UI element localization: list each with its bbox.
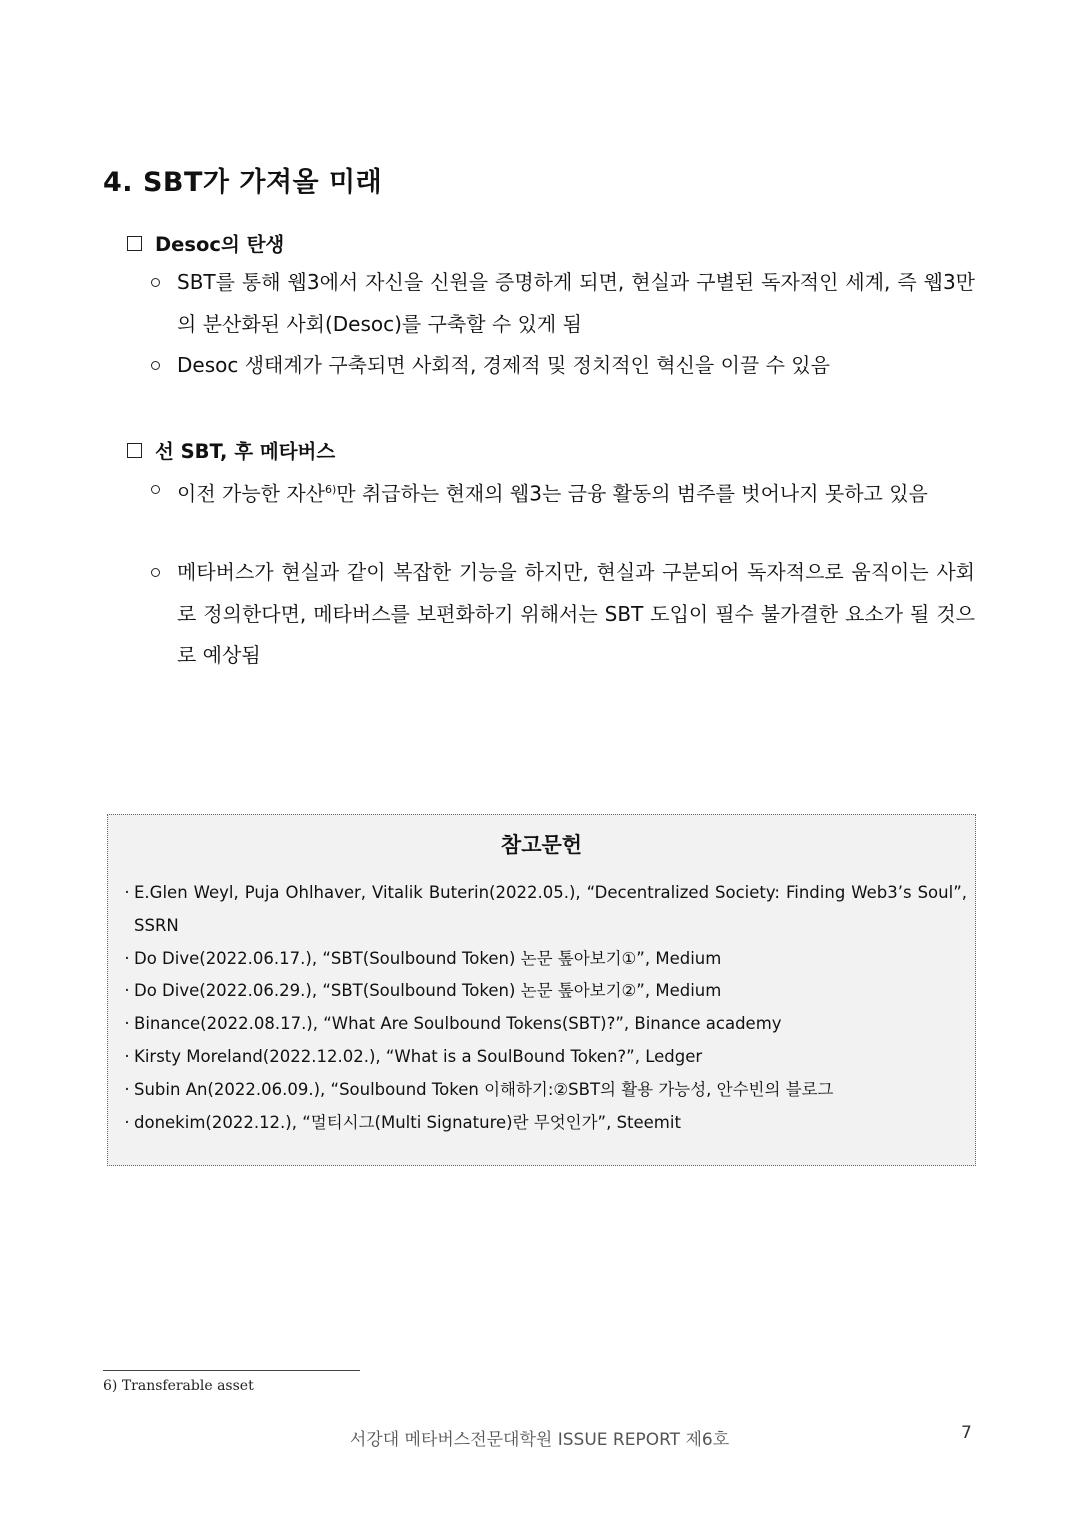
bullet-text: [177, 469, 975, 515]
bullet-text-part: 이전 가능한 자산: [177, 481, 325, 506]
bullet-text: Desoc 생태계가 구축되면 사회적, 경제적 및 정치적인 혁신을 이끌 수 있음: [177, 353, 830, 377]
references-box: [107, 814, 976, 1166]
references-title: 참고문헌: [500, 833, 583, 857]
reference-text: Kirsty Moreland(2022.12.02.), “What is a SoulBound Token?”, Ledger: [134, 1046, 703, 1066]
reference-text: Binance(2022.08.17.), “What Are Soulbound Tokens(SBT)?”, Binance academy: [134, 1014, 782, 1034]
page-number: 7: [961, 1423, 972, 1443]
subsection-heading-text: 선 SBT, 후 메타버스: [155, 440, 336, 463]
reference-text: Do Dive(2022.06.29.), “SBT(Soulbound Token) 논문 톺아보기②”, Medium: [134, 981, 722, 1001]
hollow-circle-icon: [151, 568, 160, 577]
subsection-heading-text: Desoc의 탄생: [155, 233, 285, 256]
reference-text: Do Dive(2022.06.17.), “SBT(Soulbound Token) 논문 톺아보기①”, Medium: [134, 948, 722, 968]
bullet-item: [151, 469, 975, 515]
reference-item: [120, 943, 967, 976]
hollow-circle-icon: [151, 278, 160, 287]
middle-dot-icon: ·: [124, 883, 130, 902]
middle-dot-icon: ·: [124, 1014, 130, 1034]
footnote: 6) Transferable asset: [103, 1378, 254, 1394]
subsection-heading-desoc: [127, 229, 284, 257]
reference-text: Subin An(2022.06.09.), “Soulbound Token 이해하기:②SBT의 활용 가능성, 안수빈의 블로그: [134, 1079, 834, 1099]
reference-text: donekim(2022.12.), “멀티시그(Multi Signature)란 무엇인가”, Steemit: [134, 1112, 681, 1132]
middle-dot-icon: ·: [124, 981, 130, 1001]
reference-item: [120, 877, 967, 943]
bullet-text: SBT를 통해 웹3에서 자신을 신원을 증명하게 되면, 현실과 구별된 독자적인 세계, 즉 웹3만의 분산화된 사회(Desoc)를 구축할 수 있게 됨: [177, 270, 975, 336]
reference-item: [120, 1074, 967, 1107]
middle-dot-icon: ·: [124, 1046, 130, 1066]
section-title: 4. SBT가 가져올 미래: [103, 167, 383, 198]
reference-text: E.Glen Weyl, Puja Ohlhaver, Vitalik Buterin(2022.05.), “Decentralized Society: Finding Web3’s Soul”, SSRN: [134, 883, 967, 935]
reference-item: [120, 975, 967, 1008]
page-footer: 서강대 메타버스전문대학원 ISSUE REPORT 제6호: [349, 1430, 730, 1450]
bullet-item: [151, 345, 975, 387]
hollow-circle-icon: [151, 361, 160, 370]
hollow-circle-icon: [151, 485, 160, 494]
middle-dot-icon: ·: [124, 948, 130, 968]
bullet-text-part: 만 취급하는 현재의 웹3는 금융 활동의 범주를 벗어나지 못하고 있음: [336, 481, 928, 506]
references-list: [108, 877, 977, 1139]
middle-dot-icon: ·: [124, 1079, 130, 1099]
checkbox-square-icon: [127, 443, 142, 458]
checkbox-square-icon: [127, 236, 142, 251]
middle-dot-icon: ·: [124, 1112, 130, 1132]
subsection-heading-metaverse: [127, 436, 335, 464]
reference-item: [120, 1008, 967, 1041]
bullet-item: [151, 262, 975, 345]
footnote-divider: [103, 1370, 360, 1371]
bullet-item: [151, 552, 975, 677]
bullet-text: 메타버스가 현실과 같이 복잡한 기능을 하지만, 현실과 구분되어 독자적으로 움직이는 사회로 정의한다면, 메타버스를 보편화하기 위해서는 SBT 도입이 필수 불가결한 요소가 될 것으로 예상됨: [177, 560, 975, 667]
reference-item: [120, 1107, 967, 1140]
reference-item: [120, 1041, 967, 1074]
footnote-reference[interactable]: 6): [324, 483, 337, 496]
